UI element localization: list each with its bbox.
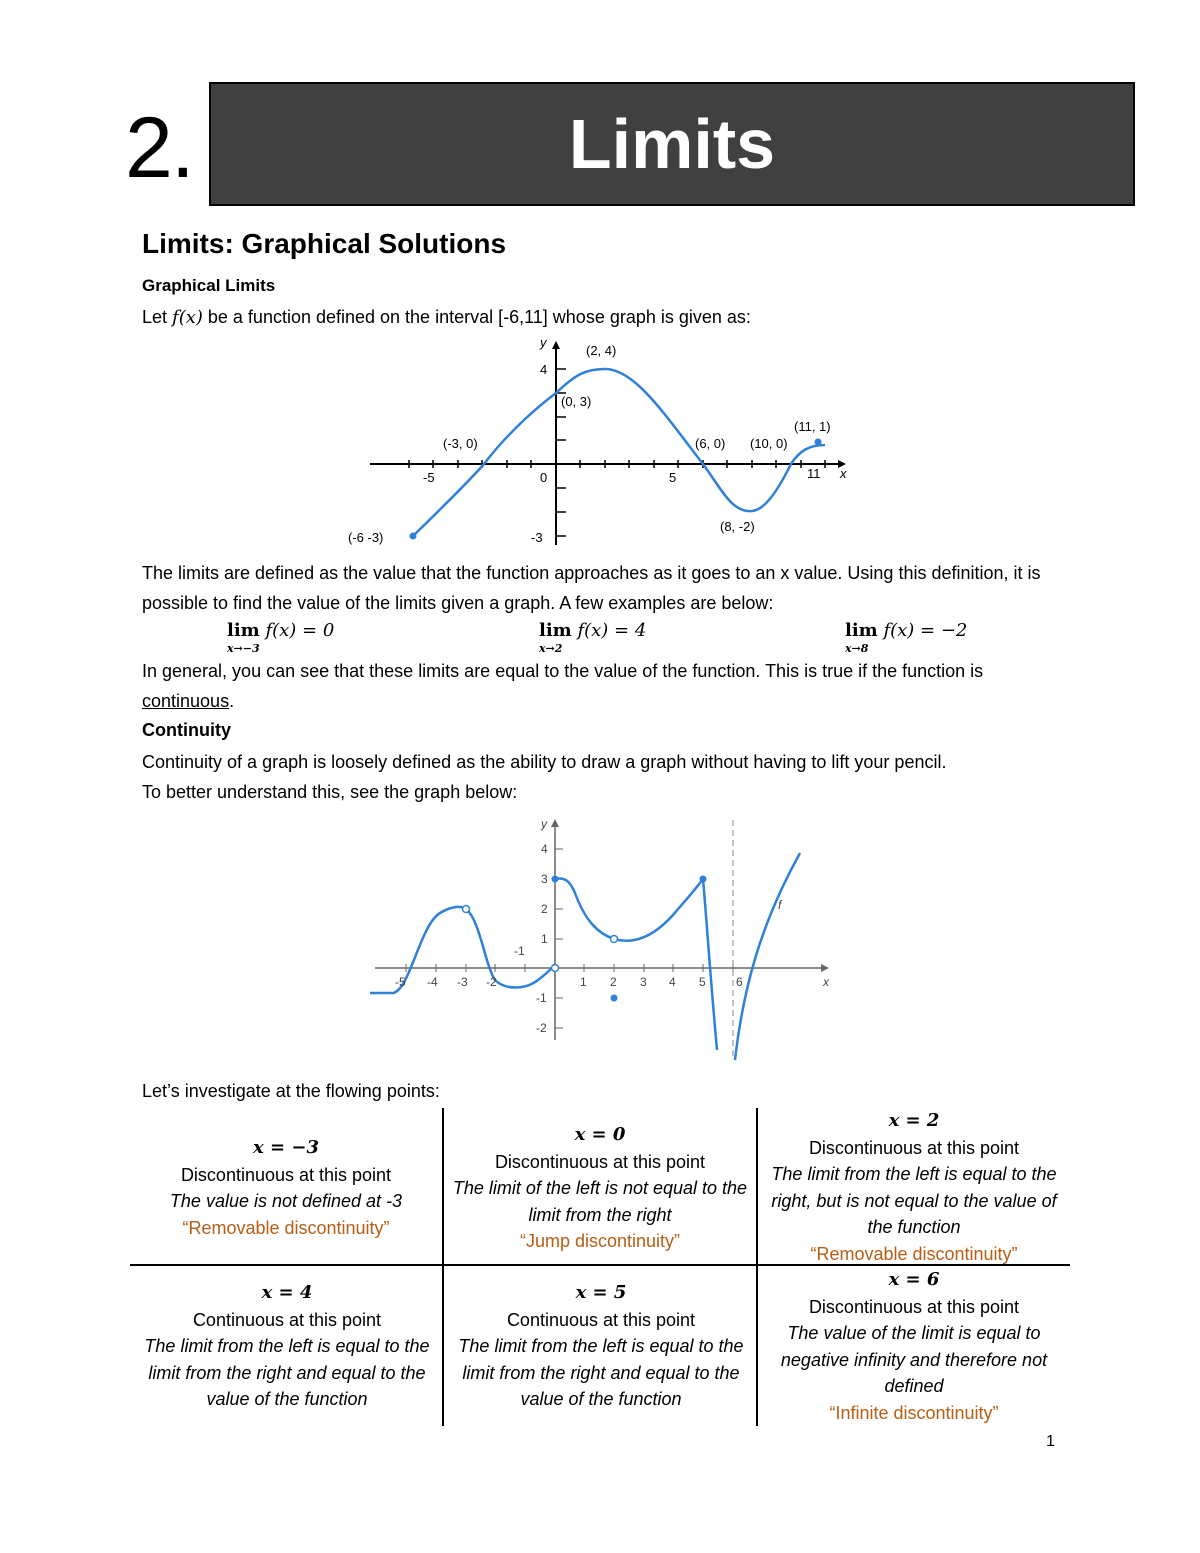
investigate-intro: Let’s investigate at the flowing points: [142, 1081, 440, 1101]
graph-1-endpoint-left [410, 533, 417, 540]
cell-description: The limit from the left is equal to the right, but is not equal to the value of the function [771, 1164, 1057, 1237]
y-axis-arrow [552, 341, 560, 349]
continuity-heading: Continuity [142, 720, 231, 740]
graph-2-x-tick: 1 [580, 975, 587, 989]
cell-discontinuity-type: “Infinite discontinuity” [829, 1402, 999, 1423]
graph-1 [348, 335, 860, 550]
graph-2-y-tick: 1 [541, 932, 548, 946]
table-cell-x-2 [766, 1108, 1062, 1267]
graph-2-y-tick: 4 [541, 842, 548, 856]
lim-subscript: x→−3 [227, 642, 260, 655]
graph-2-x-tick: -2 [486, 975, 497, 989]
limit-example-2 [539, 620, 647, 655]
intro-function: f(x) [172, 307, 203, 328]
graph-1-point-label: (8, -2) [720, 519, 755, 534]
lim-expression: f(x) = 0 [259, 620, 335, 641]
cell-equation: x = −3 [253, 1137, 319, 1158]
banner-title: Limits [568, 105, 776, 183]
cell-status: Continuous at this point [506, 1309, 696, 1330]
graph-2-minus-one-label: -1 [514, 944, 525, 958]
para2-text: In general, you can see that these limits are equal to the value of the function. This is true if the function is [142, 661, 984, 681]
lim-subscript: x→2 [539, 642, 563, 655]
table-cell-x-4 [137, 1280, 437, 1413]
limits-definition-paragraph: The limits are defined as the value that the function approaches as it goes to an x value. Using this definition, it is possible to find the value of the limits given a graph. A few examples are below: [142, 563, 1041, 613]
chapter-number: 2. [125, 100, 193, 196]
table-cell-x-0 [452, 1122, 748, 1255]
graph-2-y-label: y [541, 817, 547, 831]
lim-subscript: x→8 [845, 642, 869, 655]
graph-2-x-tick: 3 [640, 975, 647, 989]
continuity-definition: Continuity of a graph is loosely defined as the ability to draw a graph without having to lift your pencil. [142, 752, 947, 772]
table-cell-x-5 [451, 1280, 751, 1413]
graph-2-curve-middle [555, 879, 717, 1050]
title-banner [209, 82, 1135, 206]
cell-status: Continuous at this point [192, 1309, 382, 1330]
y-axis-arrow [551, 819, 559, 827]
cell-description: The limit from the left is equal to the limit from the right and equal to the value of the function [144, 1336, 430, 1409]
graph-1-point-label: (11, 1) [794, 419, 831, 434]
cell-status: Discontinuous at this point [180, 1164, 392, 1185]
closed-point [611, 995, 618, 1002]
intro-suffix: be a function defined on the interval [-6,11] whose graph is given as: [202, 307, 751, 327]
graph-2-x-tick: 6 [736, 975, 743, 989]
graph-2 [365, 815, 835, 1065]
page-number: 1 [1046, 1433, 1055, 1450]
continuity-graph-intro: To better understand this, see the graph below: [142, 782, 518, 802]
graph-1-endpoint-right [815, 439, 822, 446]
lim-expression: f(x) = −2 [877, 620, 968, 641]
graph-1-x-label: x [840, 466, 847, 481]
cell-description: The limit from the left is equal to the limit from the right and equal to the value of the function [458, 1336, 744, 1409]
cell-description: The value of the limit is equal to negative infinity and therefore not defined [780, 1323, 1048, 1396]
subsection-title: Graphical Limits [142, 276, 276, 295]
graph-1-y-label: y [540, 335, 547, 350]
graph-1-curve [413, 369, 825, 536]
limit-example-3 [845, 620, 968, 655]
para2-end: . [229, 691, 235, 711]
graph-2-curve-right [735, 853, 800, 1060]
graph-2-x-tick: 4 [669, 975, 676, 989]
open-point [463, 906, 470, 913]
graph-1-point-label: (0, 3) [561, 394, 592, 409]
lim-expression: f(x) = 4 [571, 620, 647, 641]
cell-equation: x = 5 [575, 1282, 627, 1303]
cell-status: Discontinuous at this point [808, 1137, 1020, 1158]
closed-point [552, 876, 559, 883]
continuity-intro-paragraph [142, 656, 1062, 716]
closed-point [700, 876, 707, 883]
cell-discontinuity-type: “Removable discontinuity” [182, 1217, 390, 1238]
graph-2-x-tick: 2 [610, 975, 617, 989]
graph-1-point-label: (-6 -3) [348, 530, 384, 545]
graph-1-point-label: (6, 0) [695, 436, 726, 451]
continuous-term: continuous [142, 691, 230, 711]
grid-ticks [406, 849, 733, 1028]
graph-1-point-label: (2, 4) [586, 343, 617, 358]
limit-example-1 [227, 620, 335, 655]
graph-1-tick-y4: 4 [540, 362, 548, 377]
graph-2-y-tick: 2 [541, 902, 548, 916]
cell-equation: x = 4 [261, 1282, 313, 1303]
cell-description: The value is not defined at -3 [169, 1191, 403, 1211]
graph-2-y-tick: -2 [536, 1021, 547, 1035]
cell-equation: x = 0 [574, 1124, 626, 1145]
cell-status: Discontinuous at this point [808, 1296, 1020, 1317]
graph-1-point-label: (10, 0) [750, 436, 788, 451]
graph-1-tick-x-neg5: -5 [423, 470, 435, 485]
table-cell-x-neg3 [130, 1135, 442, 1241]
intro-prefix: Let [142, 307, 173, 327]
graph-1-point-label: (-3, 0) [443, 436, 478, 451]
cell-equation: x = 2 [888, 1110, 940, 1131]
lim-word: lim [539, 620, 572, 641]
table-divider-vertical-2 [756, 1108, 758, 1426]
graph-1-tick-y-neg3: -3 [531, 530, 543, 545]
open-point [611, 936, 618, 943]
x-axis-arrow [821, 964, 829, 972]
graph-2-x-tick: 5 [699, 975, 706, 989]
cell-discontinuity-type: “Jump discontinuity” [519, 1231, 681, 1251]
lim-word: lim [845, 620, 878, 641]
table-divider-vertical-1 [442, 1108, 444, 1426]
graph-2-curve-label: f [778, 898, 782, 912]
graph-2-y-tick: -1 [536, 991, 547, 1005]
intro-paragraph [142, 302, 1062, 333]
lim-word: lim [227, 620, 260, 641]
graph-2-x-tick: -5 [395, 975, 406, 989]
cell-discontinuity-type: “Removable discontinuity” [810, 1243, 1018, 1264]
graph-2-x-label: x [823, 975, 829, 989]
cell-status: Discontinuous at this point [494, 1151, 706, 1172]
section-title: Limits: Graphical Solutions [142, 228, 507, 259]
cell-description: The limit of the left is not equal to the limit from the right [452, 1178, 748, 1225]
graph-2-y-tick: 3 [541, 872, 548, 886]
graph-1-tick-x5: 5 [669, 470, 677, 485]
table-cell-x-6 [766, 1267, 1062, 1426]
cell-equation: x = 6 [888, 1269, 940, 1290]
open-point [552, 965, 559, 972]
graph-2-x-tick: -4 [427, 975, 438, 989]
graph-1-tick-x0: 0 [540, 470, 548, 485]
graph-2-x-tick: -3 [457, 975, 468, 989]
graph-1-tick-x11: 11 [807, 466, 821, 481]
